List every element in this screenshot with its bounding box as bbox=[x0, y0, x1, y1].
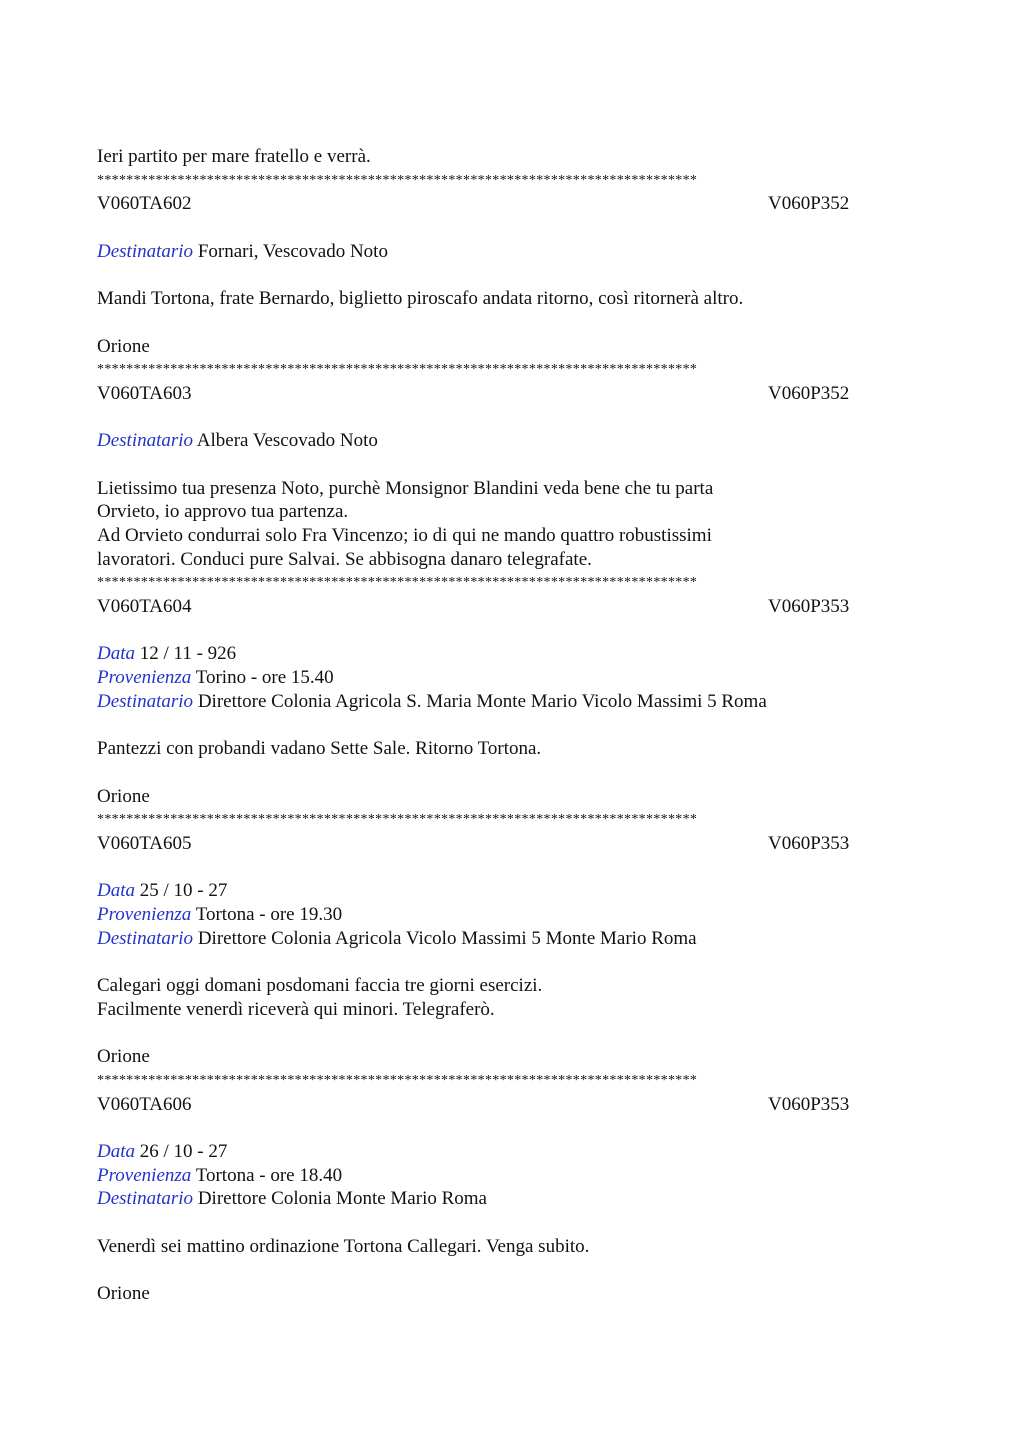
entry-605-id: V060TA605 bbox=[97, 832, 192, 854]
entry-605-data: Data 25 / 10 - 27 bbox=[97, 880, 228, 902]
entry-602-id: V060TA602 bbox=[97, 193, 192, 215]
data-label: Data bbox=[97, 643, 135, 665]
document-page bbox=[97, 145, 927, 1306]
entry-602-signature: Orione bbox=[97, 335, 150, 357]
entry-603-ref: V060P352 bbox=[768, 382, 850, 404]
entry-602-destinatario: Destinatario Fornari, Vescovado Noto bbox=[97, 240, 388, 262]
entry-604-destinatario: Destinatario Direttore Colonia Agricola S. Maria Monte Mario Vicolo Massimi 5 Roma bbox=[97, 690, 767, 712]
entry-602-ref: V060P352 bbox=[768, 193, 850, 215]
destinatario-label: Destinatario bbox=[97, 927, 194, 949]
separator-3: ********************************************************************************** bbox=[97, 575, 698, 591]
entry-603-body-line: lavoratori. Conduci pure Salvai. Se abbisogna danaro telegrafate. bbox=[97, 548, 592, 570]
entry-604-data: Data 12 / 11 - 926 bbox=[97, 643, 237, 665]
entry-606-destinatario: Destinatario Direttore Colonia Monte Mario Roma bbox=[97, 1188, 487, 1210]
entry-606-data: Data 26 / 10 - 27 bbox=[97, 1140, 228, 1162]
entry-604-body-line: Pantezzi con probandi vadano Sette Sale. Ritorno Tortona. bbox=[97, 738, 542, 760]
entry-604-provenienza: Provenienza Torino - ore 15.40 bbox=[97, 667, 334, 689]
entry-603-destinatario: Destinatario Albera Vescovado Noto bbox=[97, 430, 378, 452]
entry-605-ref: V060P353 bbox=[768, 832, 850, 854]
entry-602-header bbox=[97, 192, 927, 216]
entry-604-signature: Orione bbox=[97, 785, 150, 807]
entry-606-signature: Orione bbox=[97, 1283, 150, 1304]
entry-605-body-line: Calegari oggi domani posdomani faccia tre giorni esercizi. bbox=[97, 975, 543, 997]
entry-606-header bbox=[97, 1093, 927, 1117]
entry-603-body-line: Lietissimo tua presenza Noto, purchè Monsignor Blandini veda bene che tu parta bbox=[97, 477, 714, 499]
separator-4: ********************************************************************************** bbox=[97, 812, 698, 828]
entry-605-header bbox=[97, 832, 927, 856]
provenienza-label: Provenienza bbox=[97, 1164, 192, 1186]
entry-604-header bbox=[97, 595, 927, 619]
entry-606-id: V060TA606 bbox=[97, 1093, 192, 1115]
separator-5: ********************************************************************************** bbox=[97, 1072, 698, 1088]
destinatario-label: Destinatario bbox=[97, 240, 194, 262]
separator-1: ********************************************************************************** bbox=[97, 172, 698, 188]
entry-603-header bbox=[97, 382, 927, 406]
provenienza-label: Provenienza bbox=[97, 667, 192, 689]
entry-605-destinatario: Destinatario Direttore Colonia Agricola Vicolo Massimi 5 Monte Mario Roma bbox=[97, 927, 697, 949]
data-label: Data bbox=[97, 880, 135, 902]
entry-606-provenienza: Provenienza Tortona - ore 18.40 bbox=[97, 1164, 343, 1186]
entry-605-provenienza: Provenienza Tortona - ore 19.30 bbox=[97, 904, 343, 925]
entry-605-body-line: Facilmente venerdì riceverà qui minori. Telegraferò. bbox=[97, 998, 495, 1020]
entry-606-body-line: Venerdì sei mattino ordinazione Tortona Callegari. Venga subito. bbox=[97, 1235, 590, 1257]
entry-604-ref: V060P353 bbox=[768, 596, 850, 618]
intro-line: Ieri partito per mare fratello e verrà. bbox=[97, 146, 371, 167]
entry-604-id: V060TA604 bbox=[97, 596, 192, 618]
destinatario-label: Destinatario bbox=[97, 690, 194, 712]
data-label: Data bbox=[97, 1140, 135, 1162]
entry-603-id: V060TA603 bbox=[97, 382, 192, 404]
entry-606-ref: V060P353 bbox=[768, 1093, 850, 1115]
destinatario-label: Destinatario bbox=[97, 430, 194, 452]
entry-603-body-line: Orvieto, io approvo tua partenza. bbox=[97, 501, 349, 523]
destinatario-label: Destinatario bbox=[97, 1188, 194, 1210]
entry-605-signature: Orione bbox=[97, 1046, 150, 1068]
entry-603-body-line: Ad Orvieto condurrai solo Fra Vincenzo; io di qui ne mando quattro robustissimi bbox=[97, 525, 712, 546]
provenienza-label: Provenienza bbox=[97, 904, 192, 925]
separator-2: ********************************************************************************** bbox=[97, 362, 698, 378]
entry-602-body-line: Mandi Tortona, frate Bernardo, biglietto piroscafo andata ritorno, così ritornerà altro. bbox=[97, 288, 744, 310]
